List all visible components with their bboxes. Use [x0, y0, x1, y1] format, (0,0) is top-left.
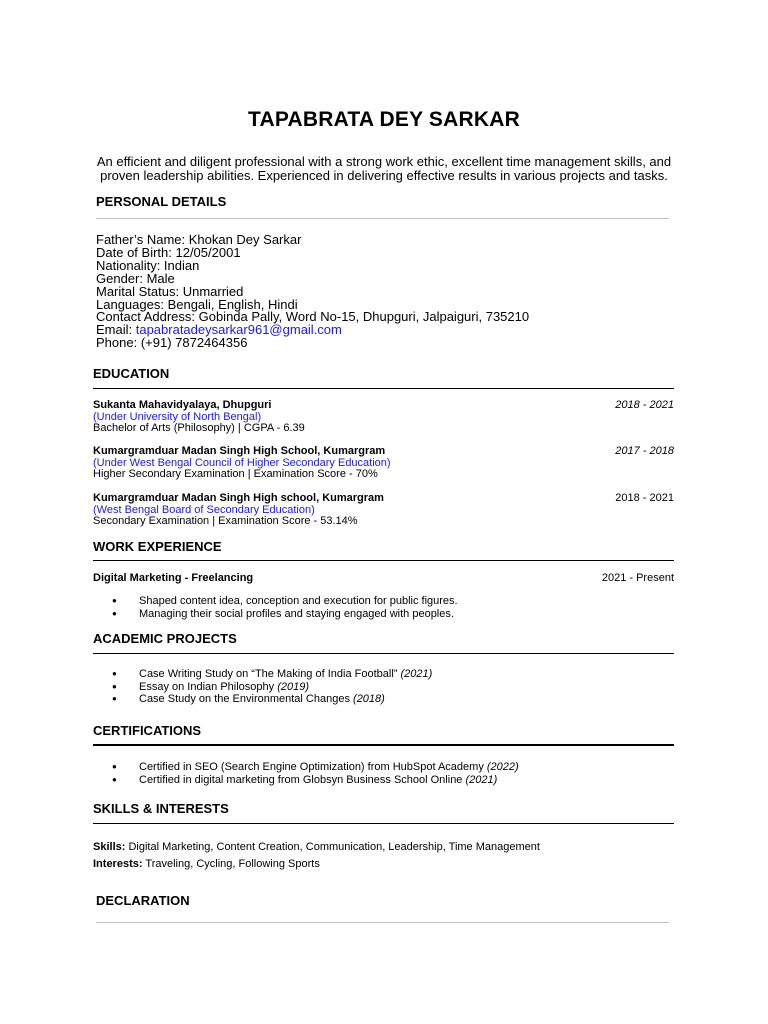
- certification-year: (2022): [486, 761, 519, 773]
- personal-details-divider: [96, 218, 669, 219]
- date-of-birth: Date of Birth: 12/05/2001: [96, 244, 241, 260]
- list-item: [112, 668, 432, 681]
- skills-divider: [93, 823, 674, 824]
- fathers-name: Father’s Name: Khokan Dey Sarkar: [96, 232, 302, 247]
- education-divider: [93, 388, 674, 389]
- certification-list: [112, 761, 519, 786]
- education-institution: Kumargramduar Madan Singh High School, Kumargram: [93, 445, 386, 457]
- list-item: [112, 693, 432, 706]
- education-board: (West Bengal Board of Secondary Education): [93, 503, 315, 516]
- education-institution: Sukanta Mahavidyalaya, Dhupguri: [93, 399, 272, 411]
- work-experience-heading: WORK EXPERIENCE: [93, 539, 222, 554]
- list-item: [112, 681, 432, 694]
- resume-name: TAPABRATA DEY SARKAR: [248, 108, 520, 131]
- education-heading: EDUCATION: [93, 366, 170, 381]
- gender: Gender: Male: [96, 270, 175, 286]
- project-year: (2018): [353, 693, 385, 705]
- work-period: 2021 - Present: [601, 572, 674, 584]
- project-text: Case Writing Study on “The Making of India Football”: [139, 668, 401, 680]
- certifications-divider: [93, 744, 674, 746]
- list-item: [112, 774, 519, 787]
- phone: Phone: (+91) 7872464356: [96, 335, 248, 351]
- marital-status: Marital Status: Unmarried: [96, 283, 244, 299]
- skills-value: Digital Marketing, Content Creation, Communication, Leadership, Time Management: [125, 841, 540, 853]
- education-board: (Under University of North Bengal): [93, 410, 262, 423]
- project-text: Case Study on the Environmental Changes: [139, 693, 354, 705]
- skills-heading: SKILLS & INTERESTS: [93, 801, 229, 816]
- education-detail: Bachelor of Arts (Philosophy) | CGPA - 6.39: [93, 422, 305, 434]
- academic-projects-divider: [93, 653, 674, 654]
- education-board: (Under West Bengal Council of Higher Secondary Education): [93, 456, 391, 469]
- work-bullets: [112, 595, 458, 620]
- email-label: Email:: [96, 322, 136, 338]
- work-entry: [93, 573, 674, 585]
- education-detail: Higher Secondary Examination | Examination Score - 70%: [93, 468, 378, 480]
- project-text: Essay on Indian Philosophy: [139, 680, 278, 693]
- interests-label: Interests:: [93, 858, 143, 870]
- skills-line: [93, 839, 540, 856]
- education-years: 2017 - 2018: [615, 445, 674, 457]
- personal-details-heading: PERSONAL DETAILS: [96, 194, 227, 209]
- email-link[interactable]: tapabratadeysarkar961@gmail.com: [135, 322, 342, 338]
- education-entry: [93, 400, 674, 435]
- skills-block: [93, 839, 540, 873]
- list-item: [112, 761, 519, 774]
- work-role: Digital Marketing - Freelancing: [93, 572, 254, 584]
- education-entry: [93, 493, 674, 528]
- declaration-heading: DECLARATION: [96, 893, 190, 908]
- education-years: 2018 - 2021: [615, 492, 674, 504]
- certification-text: Certified in digital marketing from Globsyn Business School Online: [139, 773, 466, 786]
- project-year: (2021): [400, 668, 433, 680]
- education-detail: Secondary Examination | Examination Score - 53.14%: [93, 515, 358, 527]
- certification-text: Certified in SEO (Search Engine Optimization) from HubSpot Academy: [139, 761, 487, 773]
- education-years: 2018 - 2021: [615, 399, 674, 411]
- contact-address: Contact Address: Gobinda Pally, Word No-15, Dhupguri, Jalpaiguri, 735210: [96, 309, 530, 325]
- certification-year: (2021): [465, 773, 498, 786]
- interests-line: [93, 856, 540, 873]
- nationality: Nationality: Indian: [96, 257, 200, 273]
- work-experience-divider: [93, 560, 674, 561]
- academic-projects-heading: ACADEMIC PROJECTS: [93, 631, 237, 646]
- summary-text: An efficient and diligent professional with a strong work ethic, excellent time management skills, and proven leadership abilities. Experienced in delivering effective results in various projects and tasks.: [96, 154, 672, 183]
- project-year: (2019): [277, 680, 309, 693]
- skills-label: Skills:: [93, 841, 126, 853]
- project-list: [112, 668, 432, 706]
- education-entry: [93, 446, 674, 481]
- education-institution: Kumargramduar Madan Singh High school, Kumargram: [93, 492, 384, 504]
- declaration-divider: [96, 922, 669, 923]
- list-item: ● Managing their social profiles and staying engaged with peoples.: [112, 608, 458, 621]
- certifications-heading: CERTIFICATIONS: [93, 723, 202, 738]
- languages: Languages: Bengali, English, Hindi: [96, 296, 298, 312]
- personal-details: [96, 234, 529, 350]
- interests-value: Traveling, Cycling, Following Sports: [142, 858, 320, 870]
- list-item: ● Shaped content idea, conception and execution for public figures.: [112, 595, 458, 608]
